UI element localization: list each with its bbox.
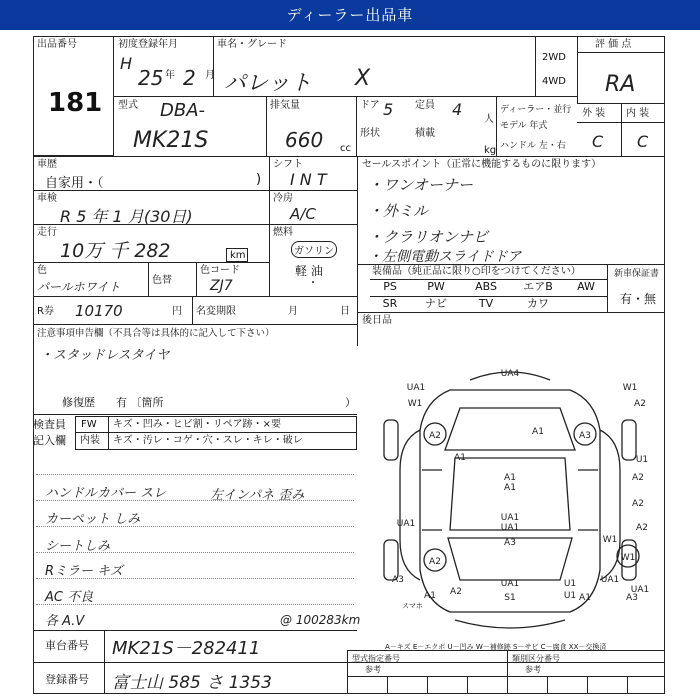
note-6: 各 A.V [45, 614, 85, 629]
damage-mark: A2 [632, 499, 644, 509]
entry-label: 記入欄 [33, 434, 66, 447]
model-cert-label: 型式指定番号 [352, 654, 400, 663]
row-line-2 [33, 224, 269, 225]
shift-line1 [269, 190, 357, 191]
sales-point-1: ・ワンオーナー [368, 176, 474, 194]
cc-unit: cc [340, 143, 351, 154]
cert-cell-3 [467, 676, 468, 694]
equip-navi: ナビ [425, 297, 447, 310]
repair-value: 有 〔箇所 [116, 396, 164, 409]
fuel-label: 燃料 [273, 227, 293, 238]
note-line-1 [36, 474, 354, 475]
recycle-value: 10170 [75, 302, 123, 320]
equip-ps: PS [383, 280, 397, 293]
wd-divider [535, 36, 536, 96]
shift-value: I N T [290, 170, 327, 189]
color-code-value: ZJ7 [210, 278, 233, 294]
damage-mark: UA1 [500, 579, 520, 589]
recycle-label: R券 [37, 306, 54, 317]
extint-div [621, 104, 622, 156]
damage-mark: W1 [407, 399, 423, 409]
shape-label: 形状 [360, 128, 380, 139]
handle-right: 右 [556, 141, 566, 151]
equip-tv: TV [478, 297, 494, 310]
ext-label: 外 装 [582, 108, 606, 119]
disp-div [266, 96, 267, 156]
color-change-label: 色替 [152, 275, 172, 286]
month-unit: 月 [205, 70, 215, 81]
equip-top [357, 264, 665, 265]
damage-mark: U1 [635, 455, 649, 465]
expiry-label: 名変期限 [196, 306, 236, 317]
grade-value: RA [605, 72, 636, 97]
fw-label: FW [81, 419, 97, 430]
fw-items: キズ・凹み・ヒビ割・リペア跡・×要 [113, 419, 281, 430]
kg-unit: kg [484, 145, 497, 156]
damage-mark: A1 [532, 427, 544, 437]
grade-line [577, 52, 665, 53]
damage-mark: A2 [450, 587, 462, 597]
ext-value: C [592, 132, 604, 151]
rear-seat-label: 後日品 [362, 315, 392, 326]
seats-value: 4 [452, 100, 463, 119]
damage-mark: A2 [636, 523, 648, 533]
history-close: ) [256, 172, 262, 187]
model-year-label: モデル 年式 [500, 121, 548, 131]
shift-div [269, 156, 270, 296]
fuel-diesel: 軽 油 [295, 264, 323, 278]
recycle-div [192, 296, 193, 324]
reg-label: 初度登録年月 [118, 39, 178, 50]
handle-row: ハンドル 左・右 [500, 141, 566, 151]
chassis-label: 車台番号 [45, 639, 89, 652]
doors-div [356, 96, 357, 156]
inspector-div [108, 416, 109, 450]
damage-mark: U1 [563, 579, 577, 589]
equip-abs: ABS [475, 280, 497, 293]
car-name-box [213, 36, 214, 96]
color-value: パールホワイト [37, 280, 121, 294]
expiry-day: 日 [340, 306, 350, 317]
class-label: 類別区分番号 [512, 654, 560, 663]
car-name: パレット [224, 71, 312, 96]
int-value: C [637, 132, 649, 151]
damage-mark: UA1 [630, 585, 650, 595]
color-div1 [148, 262, 149, 296]
damage-mark: W1 [622, 383, 638, 393]
legend-sumaho: スマホ [402, 602, 423, 610]
reg-no-value: 富士山 585 さ 1353 [112, 673, 272, 693]
banner-title: ディーラー出品車 [0, 0, 700, 30]
equip-airbag: エアB [523, 280, 553, 293]
legend-text: A－キズ E－エクボ U－凹み W－補修跡 S－サビ C－腐食 XX－交換済 [385, 643, 607, 651]
chassis-value: MK21S－282411 [112, 638, 261, 659]
recycle-line [33, 324, 357, 325]
equip-bottom [357, 312, 665, 313]
shift-label: シフト [273, 159, 303, 170]
interior-label: 内装 [80, 435, 100, 446]
class-sub: 参考 [525, 665, 541, 674]
sales-point-4: ・左側電動スライドドア [368, 249, 522, 265]
damage-mark: A2 [429, 557, 441, 567]
sales-point-3: ・クラリオンナビ [368, 228, 488, 246]
damage-mark: UA1 [600, 575, 620, 585]
damage-mark: A3 [626, 593, 638, 603]
footer-right-div [347, 650, 348, 694]
warranty-div [607, 264, 608, 312]
car-label: 車名・グレード [217, 39, 287, 50]
sales-label: セールスポイント（正常に機能するものに限ります） [362, 159, 602, 170]
interior-items: キズ・汚レ・コゲ・穴・スレ・キレ・破レ [113, 435, 303, 446]
notes-bottom [33, 414, 357, 415]
model-code: MK21S [133, 128, 209, 153]
load-label: 積載 [415, 128, 435, 139]
damage-mark: UA1 [500, 523, 520, 533]
top-section-line [33, 156, 665, 157]
warranty-value: 有・無 [620, 292, 657, 306]
damage-mark: A3 [579, 431, 591, 441]
yen-unit: 円 [172, 306, 182, 317]
disp-label: 排気量 [270, 100, 300, 111]
reg-month: 2 [183, 66, 196, 90]
equip-leather: カワ [527, 297, 549, 310]
note-2: カーペット しみ [45, 512, 141, 527]
inspector-mid [75, 432, 357, 433]
color-code-label: 色コード [200, 265, 240, 276]
cert-cell-1 [387, 676, 388, 694]
doors-label: ドア [360, 100, 380, 111]
reg-era: H [120, 54, 133, 73]
damage-mark: A3 [392, 575, 404, 585]
sales-div [357, 156, 358, 346]
note-7: 左インパネ 歪み [210, 488, 305, 503]
aircon-label: 冷房 [273, 193, 293, 204]
fuel-gas: ガソリン [291, 241, 337, 258]
damage-mark: A2 [634, 399, 646, 409]
cert-row [347, 676, 665, 677]
mileage-value: 10万 千 282 [60, 240, 171, 262]
damage-mark: A2 [632, 473, 644, 483]
equip-grid [370, 280, 607, 312]
footer-mid [33, 662, 665, 663]
row-line-3 [33, 262, 269, 263]
grade-label: 評 価 点 [595, 39, 632, 50]
expiry-month: 月 [288, 306, 298, 317]
people-unit: 人 [484, 114, 494, 125]
odometer-note: @ 100283km [280, 613, 361, 627]
reg-year: 25 [138, 66, 164, 90]
note-3: シートしみ [45, 539, 111, 554]
type-label: 型式 [118, 100, 138, 111]
warranty-label: 新車保証書 [614, 269, 660, 279]
seats-label: 定員 [415, 100, 435, 111]
handle-label: ハンドル [500, 141, 537, 151]
grade-text: X [355, 66, 371, 91]
cert-div [507, 650, 508, 694]
notes-label: 注意事項申告欄（不具合等は具体的に記入して下さい） [37, 328, 275, 339]
damage-mark: W1 [620, 553, 636, 563]
wd2: 2WD [542, 52, 566, 63]
cert-cell-6 [627, 676, 628, 694]
history-value: 自家用・（ [45, 176, 104, 191]
equip-sr: SR [382, 297, 398, 310]
lot-no-label: 出品番号 [37, 39, 77, 50]
model-cert-sub: 参考 [365, 665, 381, 674]
repair-label: 修復歴 [62, 396, 95, 409]
int-label: 内 装 [626, 108, 650, 119]
damage-mark: UA1 [396, 519, 416, 529]
damage-mark: W1 [602, 535, 618, 545]
footer-right-top [347, 650, 665, 651]
equip-pw: PW [427, 280, 445, 293]
history-label: 車歴 [37, 159, 57, 170]
reg-no-label: 登録番号 [45, 673, 89, 686]
note-5: AC 不良 [45, 590, 94, 605]
cert-cell-5 [587, 676, 588, 694]
check-label: 検査員 [33, 418, 66, 431]
shaken-label: 車検 [37, 193, 57, 204]
damage-mark: U1 [563, 591, 577, 601]
dealer-div [496, 96, 497, 156]
damage-mark: A1 [504, 483, 516, 493]
cert-cell-4 [547, 676, 548, 694]
notes-value: ・スタッドレスタイヤ [40, 348, 170, 363]
shift-line2 [269, 224, 357, 225]
handle-left: 左 [538, 141, 548, 151]
color-label: 色 [37, 265, 47, 276]
equip-aw: AW [577, 280, 595, 293]
color-div2 [196, 262, 197, 296]
row-line-4 [33, 296, 357, 297]
sales-point-2: ・外ミル [368, 202, 429, 220]
equip-label: 装備品（純正品に限り○印をつけてください） [372, 266, 581, 277]
damage-mark: A3 [504, 538, 516, 548]
type-value: DBA- [160, 100, 206, 121]
doors-value: 5 [383, 100, 394, 119]
damage-mark: A1 [424, 591, 436, 601]
damage-mark: A1 [579, 593, 591, 603]
row-line-1 [33, 190, 269, 191]
km-unit: km [230, 250, 246, 261]
lot-no: 181 [48, 88, 103, 118]
car-diagram [360, 330, 660, 640]
damage-mark: UA4 [500, 369, 520, 379]
damage-mark: A2 [429, 431, 441, 441]
mileage-label: 走行 [37, 227, 57, 238]
damage-mark: UA1 [406, 383, 426, 393]
aircon-value: A/C [290, 205, 316, 223]
damage-mark: A1 [504, 473, 516, 483]
cert-cell-2 [427, 676, 428, 694]
dealer-label: ディーラー・並行 [500, 105, 572, 115]
note-1: ハンドルカバー スレ [45, 486, 167, 501]
fuel-dot: ・ [308, 278, 318, 289]
damage-mark: S1 [504, 593, 516, 603]
shaken-value: R 5 年 1 月(30日) [60, 207, 193, 226]
footer-top [33, 630, 357, 631]
wd4: 4WD [542, 76, 566, 87]
row2-line [114, 96, 577, 97]
year-unit: 年 [165, 70, 175, 81]
disp-value: 660 [285, 128, 324, 152]
repair-close: ） [345, 396, 356, 409]
note-4: Rミラー キズ [45, 564, 123, 579]
damage-mark: A1 [454, 453, 466, 463]
damage-mark: UA1 [500, 513, 520, 523]
